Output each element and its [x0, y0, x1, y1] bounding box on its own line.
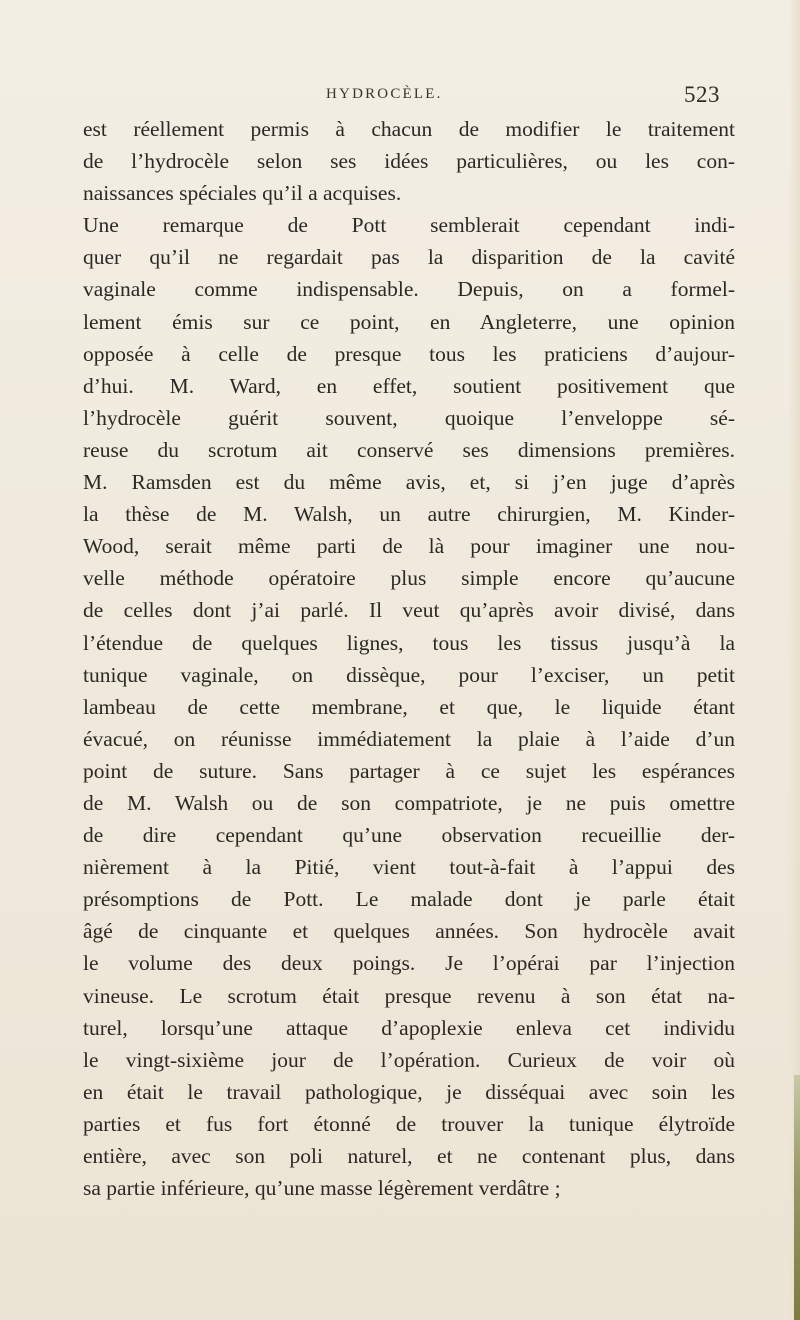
text-line: naissances spéciales qu’il a acquises. [83, 181, 402, 206]
text-line: en était le travail pathologique, je disséquai avec soin les [83, 1079, 735, 1104]
text-line: est réellement permis à chacun de modifier le traitement [83, 117, 735, 141]
text-line: vineuse. Le scrotum était presque revenu à son état na- [83, 983, 735, 1008]
text-line: l’étendue de quelques lignes, tous les tissus jusqu’à la [83, 630, 735, 655]
text-line: sa partie inférieure, qu’une masse légèrement verdâtre ; [83, 1176, 561, 1201]
running-title: HYDROCÈLE. [326, 86, 443, 102]
text-line: de l’hydrocèle selon ses idées particulières, ou les con- [83, 149, 735, 174]
text-line: présomptions de Pott. Le malade dont je parle était [83, 887, 735, 912]
text-line: parties et fus fort étonné de trouver la tunique élytroïde [83, 1111, 735, 1136]
body-text [83, 113, 735, 1204]
text-line: point de suture. Sans partager à ce sujet les espérances [83, 758, 735, 783]
text-line: lambeau de cette membrane, et que, le liquide étant [83, 694, 735, 719]
text-line: l’hydrocèle guérit souvent, quoique l’enveloppe sé- [83, 405, 735, 430]
text-line: quer qu’il ne regardait pas la disparition de la cavité [83, 245, 735, 270]
text-line: le volume des deux poings. Je l’opérai par l’injection [83, 951, 735, 976]
page-number: 523 [684, 82, 720, 107]
text-line: entière, avec son poli naturel, et ne contenant plus, dans [83, 1144, 735, 1168]
text-line: reuse du scrotum ait conservé ses dimensions premières. [83, 437, 735, 462]
text-line: velle méthode opératoire plus simple encore qu’aucune [83, 566, 735, 591]
text-line: nièrement à la Pitié, vient tout-à-fait à l’appui des [83, 855, 735, 880]
text-line: le vingt-sixième jour de l’opération. Curieux de voir où [83, 1047, 735, 1072]
text-line: Wood, serait même parti de là pour imaginer une nou- [83, 534, 735, 559]
text-line: évacué, on réunisse immédiatement la plaie à l’aide d’un [83, 726, 735, 751]
text-line: turel, lorsqu’une attaque d’apoplexie enleva cet individu [83, 1015, 735, 1040]
text-line: opposée à celle de presque tous les praticiens d’aujour- [83, 341, 735, 366]
text-line: vaginale comme indispensable. Depuis, on a formel- [83, 277, 735, 302]
text-line: tunique vaginale, on dissèque, pour l’exciser, un petit [83, 662, 735, 687]
text-line: de celles dont j’ai parlé. Il veut qu’après avoir divisé, dans [83, 598, 735, 623]
text-line: M. Ramsden est du même avis, et, si j’en juge d’après [83, 470, 735, 495]
text-line: de M. Walsh ou de son compatriote, je ne puis omettre [83, 790, 735, 815]
text-line: lement émis sur ce point, en Angleterre, une opinion [83, 309, 735, 334]
text-line: Une remarque de Pott semblerait cependant indi- [83, 213, 735, 238]
text-line: âgé de cinquante et quelques années. Son hydrocèle avait [83, 919, 735, 944]
running-head [0, 82, 800, 108]
page-edge-shadow [788, 0, 800, 1320]
text-line: la thèse de M. Walsh, un autre chirurgien, M. Kinder- [83, 502, 735, 527]
text-line: de dire cependant qu’une observation recueillie der- [83, 823, 735, 848]
text-line: d’hui. M. Ward, en effet, soutient positivement que [83, 373, 735, 398]
